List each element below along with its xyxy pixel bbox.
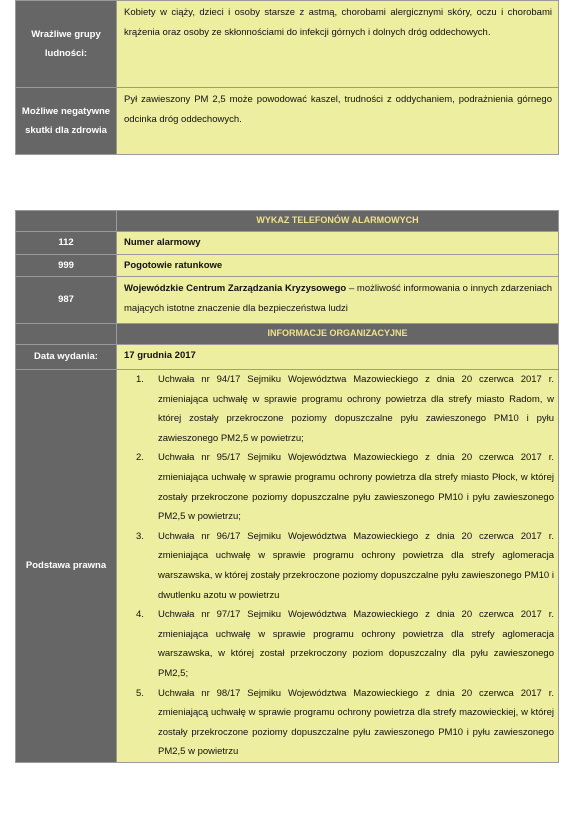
issue-date-label: Data wydania: — [16, 345, 117, 370]
phone-row-987 — [16, 277, 559, 324]
sensitive-groups-label: Wrażliwe grupy ludności: — [16, 1, 117, 88]
phone-description — [117, 277, 559, 324]
resolution-text: Uchwała nr 94/17 Sejmiku Województwa Mazowieckiego z dnia 20 czerwca 2017 r. zmieniająca uchwałę w sprawie programu ochrony powietrza dla strefy miasto Radom, w której zostały przekroczone poziomy dopuszczalne pyłu zawieszonego PM10 i pyłu zawieszonego PM2,5 w powietrzu; — [158, 374, 554, 444]
legal-basis-label: Podstawa prawna — [16, 370, 117, 763]
resolution-text: Uchwała nr 95/17 Sejmiku Województwa Mazowieckiego z dnia 20 czerwca 2017 r. zmieniająca uchwałę w sprawie programu ochrony powietrza dla strefy miasto Płock, w której zostały przekroczone poziomy dopuszczalne pyłu zawieszonego PM10 i pyłu zawieszonego PM2,5 w powietrzu; — [158, 452, 554, 523]
resolution-number: 1. — [136, 374, 144, 385]
phone-number: 987 — [16, 277, 117, 324]
issue-date-text: 17 grudnia 2017 — [124, 350, 196, 361]
phones-header: WYKAZ TELEFONÓW ALARMOWYCH — [117, 211, 559, 232]
resolution-item — [136, 370, 554, 448]
issue-date-row — [16, 345, 559, 370]
org-header: INFORMACJE ORGANIZACYJNE — [117, 324, 559, 345]
phone-number: 999 — [16, 254, 117, 277]
sensitive-groups-text: Kobiety w ciąży, dzieci i osoby starsze z astmą, chorobami alergicznymi skóry, oczu i chorobami krążenia oraz osoby ze skłonnościami do infekcji górnych i dolnych dróg oddechowych. — [117, 1, 559, 88]
sensitive-groups-row — [16, 1, 559, 88]
resolution-item — [136, 605, 554, 683]
legal-basis-list — [117, 370, 559, 763]
health-effects-label: Możliwe negatywne skutki dla zdrowia — [16, 88, 117, 155]
phone-title: Pogotowie ratunkowe — [124, 259, 223, 271]
org-header-spacer — [16, 324, 117, 345]
health-effects-row — [16, 88, 559, 155]
phone-title: Numer alarmowy — [124, 237, 201, 248]
resolution-item — [136, 527, 554, 605]
resolution-text: Uchwała nr 97/17 Sejmiku Województwa Mazowieckiego z dnia 20 czerwca 2017 r. zmieniająca uchwałę w sprawie programu ochrony powietrza dla strefy aglomeracja warszawska, w której został przekroczony poziom dopuszczalny dla pyłu zawieszonego PM2,5; — [158, 609, 554, 679]
health-info-table — [15, 0, 559, 155]
health-effects-text: Pył zawieszony PM 2,5 może powodować kaszel, trudności z oddychaniem, podrażnienia górnego odcinka dróg oddechowych. — [117, 88, 559, 155]
resolution-text: Uchwała nr 98/17 Sejmiku Województwa Mazowieckiego z dnia 20 czerwca 2017 r. zmieniającą uchwałę w sprawie programu ochrony powietrza dla strefy mazowieckiej, w której zostały przekroczone poziomy dopuszczalne pyłu zawieszonego PM10 i pyłu zawieszonego PM2,5 w powietrzu — [158, 687, 554, 758]
resolutions-list — [124, 370, 554, 762]
phones-header-row — [16, 211, 559, 232]
phone-row-112 — [16, 232, 559, 255]
phones-header-spacer — [16, 211, 117, 232]
phone-description — [117, 254, 559, 277]
org-header-row — [16, 324, 559, 345]
resolution-text: Uchwała nr 96/17 Sejmiku Województwa Mazowieckiego z dnia 20 czerwca 2017 r. zmieniająca uchwałę w sprawie programu ochrony powietrza dla strefy aglomeracja warszawska, w której zostały przekroczone poziomy dopuszczalne pyłu zawieszonego PM10 i dwutlenku azotu w powietrzu — [158, 530, 554, 601]
phone-number: 112 — [16, 232, 117, 255]
resolution-number: 3. — [136, 530, 144, 542]
resolution-number: 2. — [136, 452, 144, 464]
resolution-item — [136, 684, 554, 762]
legal-basis-row — [16, 370, 559, 763]
resolution-item — [136, 448, 554, 526]
phone-row-999 — [16, 254, 559, 277]
issue-date-value — [117, 345, 559, 370]
phone-description — [117, 232, 559, 255]
phone-title: Wojewódzkie Centrum Zarządzania Kryzysowego — [124, 283, 347, 294]
resolution-number: 4. — [136, 609, 144, 621]
phone-detail: – możliwość informowania o innych zdarzeniach mających istotne znaczenie dla bezpieczeństwa ludzi — [124, 283, 552, 314]
alarm-phones-table — [15, 210, 559, 763]
resolution-number: 5. — [136, 687, 144, 699]
